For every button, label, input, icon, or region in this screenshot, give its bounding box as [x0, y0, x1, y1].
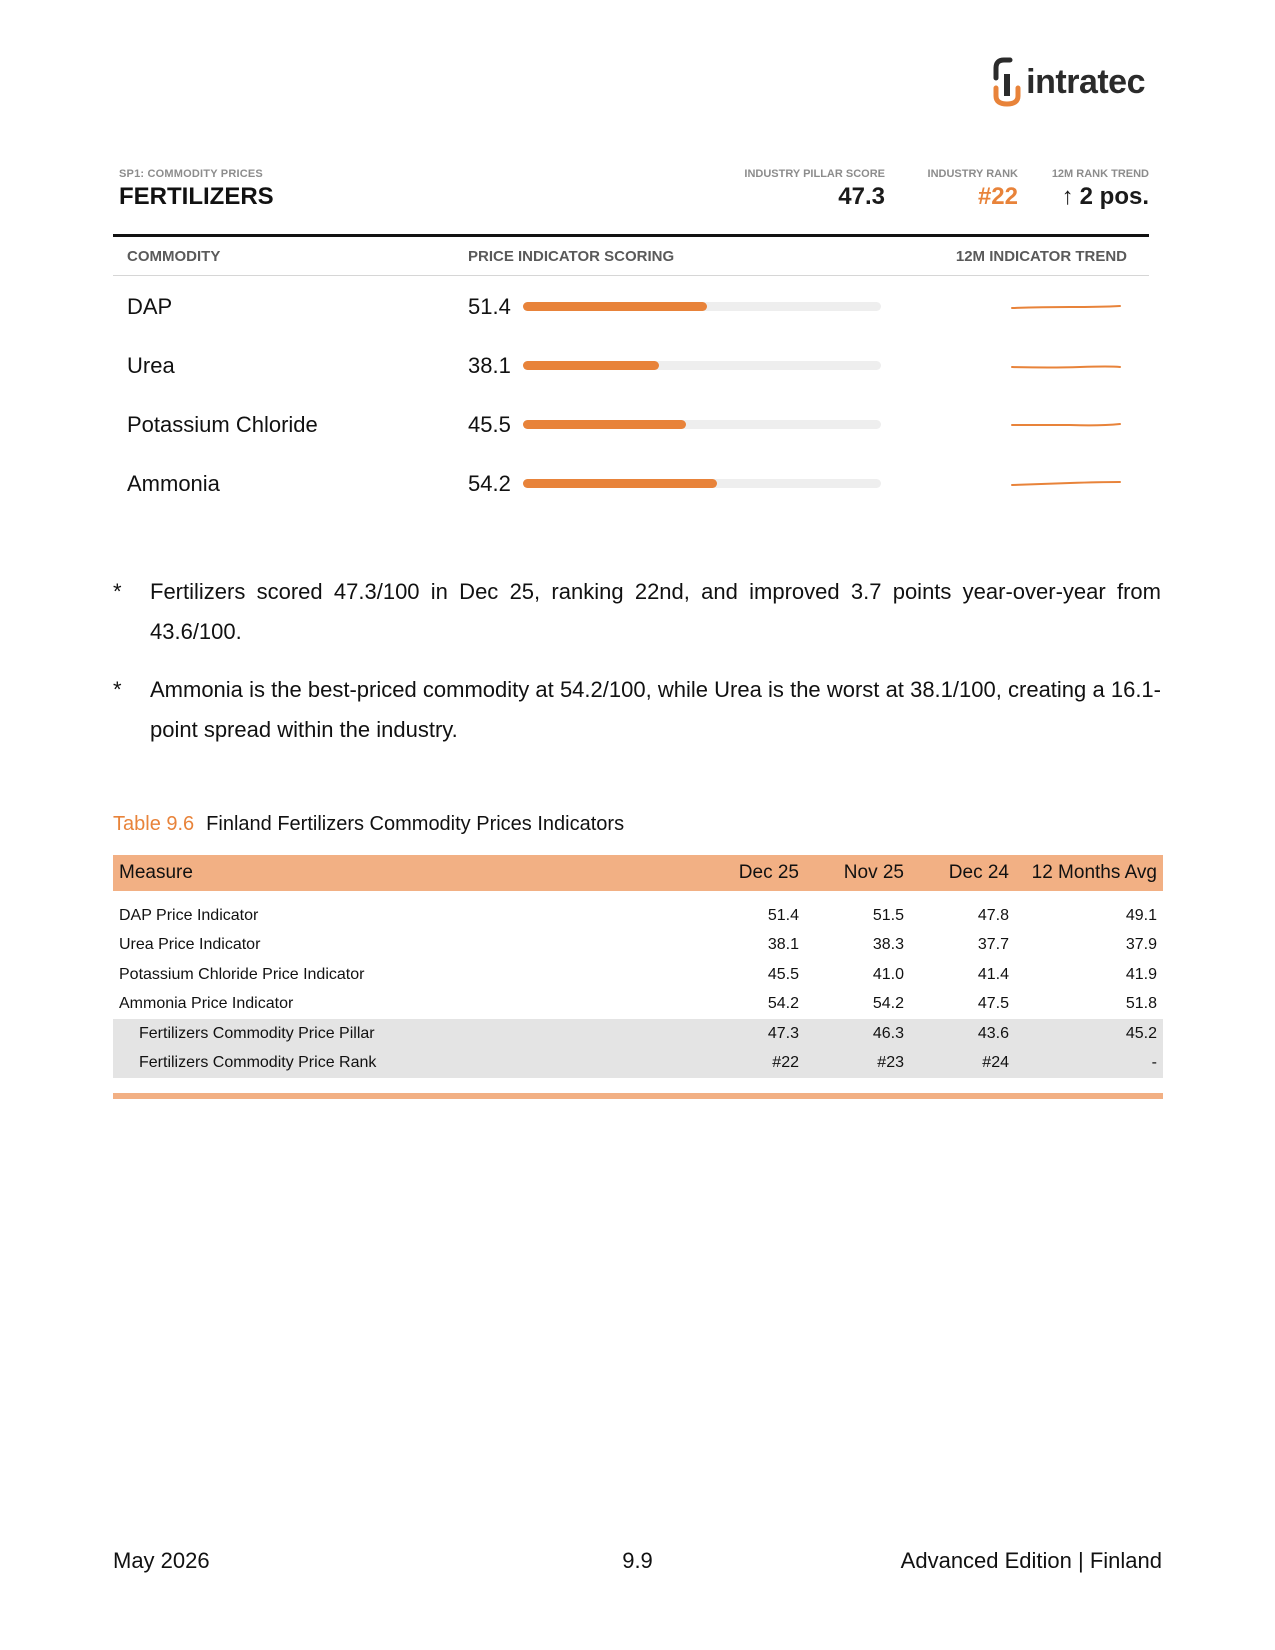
table-row: [113, 960, 1163, 990]
table-row: [113, 990, 1163, 1020]
cell-value: 49.1: [1125, 906, 1157, 924]
score-bar-track: [523, 479, 881, 488]
indicators-table: [113, 855, 1163, 1078]
cell-value: 37.7: [977, 936, 1009, 954]
trend-sparkline: [1010, 294, 1122, 318]
table-caption: [113, 813, 624, 836]
intratec-logo: [990, 56, 1145, 108]
cell-value: 43.6: [977, 1024, 1009, 1042]
score-bar-track: [523, 302, 881, 311]
commodity-row: [0, 292, 1275, 352]
commodity-row: [0, 351, 1275, 411]
table-row: [113, 931, 1163, 961]
table-row: [113, 901, 1163, 931]
trend-sparkline: [1010, 353, 1122, 377]
cell-value: 38.1: [767, 936, 799, 954]
table-body: [113, 901, 1163, 1078]
industry-rank-value: #22: [977, 183, 1018, 210]
header-12m-avg: 12 Months Avg: [1031, 862, 1157, 883]
commodity-row: [0, 410, 1275, 470]
table-bottom-rule: [113, 1093, 1163, 1099]
cell-value: 54.2: [767, 995, 799, 1013]
header-divider: [113, 234, 1149, 237]
cell-value: 37.9: [1125, 936, 1157, 954]
cell-measure: Ammonia Price Indicator: [119, 995, 294, 1013]
pillar-score-value: 47.3: [838, 183, 885, 210]
trend-sparkline: [1010, 471, 1122, 495]
footer-page-number: 9.9: [622, 1548, 653, 1573]
logo-text: intratec: [1026, 63, 1145, 101]
header-nov25: Nov 25: [843, 862, 904, 883]
cell-value: 47.3: [767, 1024, 799, 1042]
cell-value: 51.5: [872, 906, 904, 924]
pillar-score-label: INDUSTRY PILLAR SCORE: [744, 168, 885, 180]
cell-value: -: [1151, 1054, 1157, 1072]
column-header-commodity: COMMODITY: [127, 248, 221, 265]
cell-value: 41.0: [872, 965, 904, 983]
cell-value: #23: [877, 1054, 904, 1072]
table-row-summary: [113, 1049, 1163, 1079]
cell-value: 46.3: [872, 1024, 904, 1042]
header-dec24: Dec 24: [948, 862, 1009, 883]
summary-bullet: [113, 670, 1161, 750]
commodity-name: Ammonia: [127, 471, 220, 496]
cell-value: 47.5: [977, 995, 1009, 1013]
table-number: Table 9.6: [113, 813, 195, 835]
summary-bullet: [113, 572, 1161, 652]
cell-value: 54.2: [872, 995, 904, 1013]
cell-value: 38.3: [872, 936, 904, 954]
column-header-trend: 12M INDICATOR TREND: [955, 248, 1127, 265]
commodity-name: Potassium Chloride: [127, 412, 318, 437]
commodity-score: 54.2: [468, 471, 511, 496]
commodity-name: DAP: [127, 294, 173, 319]
cell-value: 45.2: [1125, 1024, 1157, 1042]
column-header-scoring: PRICE INDICATOR SCORING: [468, 248, 675, 265]
rank-trend-label: 12M RANK TREND: [1051, 168, 1149, 180]
page-title: FERTILIZERS: [119, 183, 274, 210]
commodity-score: 51.4: [468, 294, 511, 319]
cell-value: #22: [772, 1054, 799, 1072]
table-header-row: [113, 855, 1163, 891]
intratec-logo-mark-icon: [990, 56, 1024, 108]
score-bar-fill: [523, 302, 707, 311]
cell-measure: Potassium Chloride Price Indicator: [119, 965, 365, 983]
header-measure: Measure: [119, 862, 193, 883]
cell-value: #24: [982, 1054, 1009, 1072]
industry-rank-label: INDUSTRY RANK: [927, 168, 1018, 180]
trend-sparkline: [1010, 412, 1122, 436]
footer-edition: Advanced Edition | Finland: [900, 1548, 1162, 1573]
cell-value: 51.4: [767, 906, 799, 924]
cell-value: 47.8: [977, 906, 1009, 924]
cell-measure: Urea Price Indicator: [119, 936, 261, 954]
bullet-text: Ammonia is the best-priced commodity at 54.2/100, while Urea is the worst at 38.1/100, creating a 16.1-point spread within the industry.: [150, 677, 1161, 742]
footer-date: May 2026: [113, 1548, 210, 1573]
table-row-summary: [113, 1019, 1163, 1049]
bullet-marker: *: [113, 579, 122, 604]
table-title: Finland Fertilizers Commodity Prices Indicators: [206, 813, 625, 835]
cell-value: 51.8: [1125, 995, 1157, 1013]
arrow-up-icon: ↑: [1061, 183, 1074, 210]
cell-value: 41.9: [1125, 965, 1157, 983]
cell-value: 41.4: [977, 965, 1009, 983]
commodity-score: 38.1: [468, 353, 511, 378]
cell-measure: DAP Price Indicator: [119, 906, 259, 924]
cell-measure: Fertilizers Commodity Price Rank: [139, 1054, 377, 1072]
commodity-name: Urea: [127, 353, 175, 378]
score-bar-track: [523, 361, 881, 370]
column-header-divider: [113, 275, 1149, 276]
cell-value: 45.5: [767, 965, 799, 983]
commodity-score: 45.5: [468, 412, 511, 437]
rank-trend-text: 2 pos.: [1079, 183, 1149, 210]
score-bar-fill: [523, 361, 659, 370]
rank-trend-value: [1062, 183, 1149, 211]
section-label: SP1: COMMODITY PRICES: [119, 168, 263, 180]
commodity-row: [0, 469, 1275, 529]
cell-measure: Fertilizers Commodity Price Pillar: [139, 1024, 375, 1042]
bullet-marker: *: [113, 677, 122, 702]
score-bar-fill: [523, 420, 686, 429]
bullet-text: Fertilizers scored 47.3/100 in Dec 25, ranking 22nd, and improved 3.7 points year-over-year from 43.6/100.: [150, 579, 1161, 644]
header-dec25: Dec 25: [738, 862, 799, 883]
score-bar-fill: [523, 479, 717, 488]
score-bar-track: [523, 420, 881, 429]
